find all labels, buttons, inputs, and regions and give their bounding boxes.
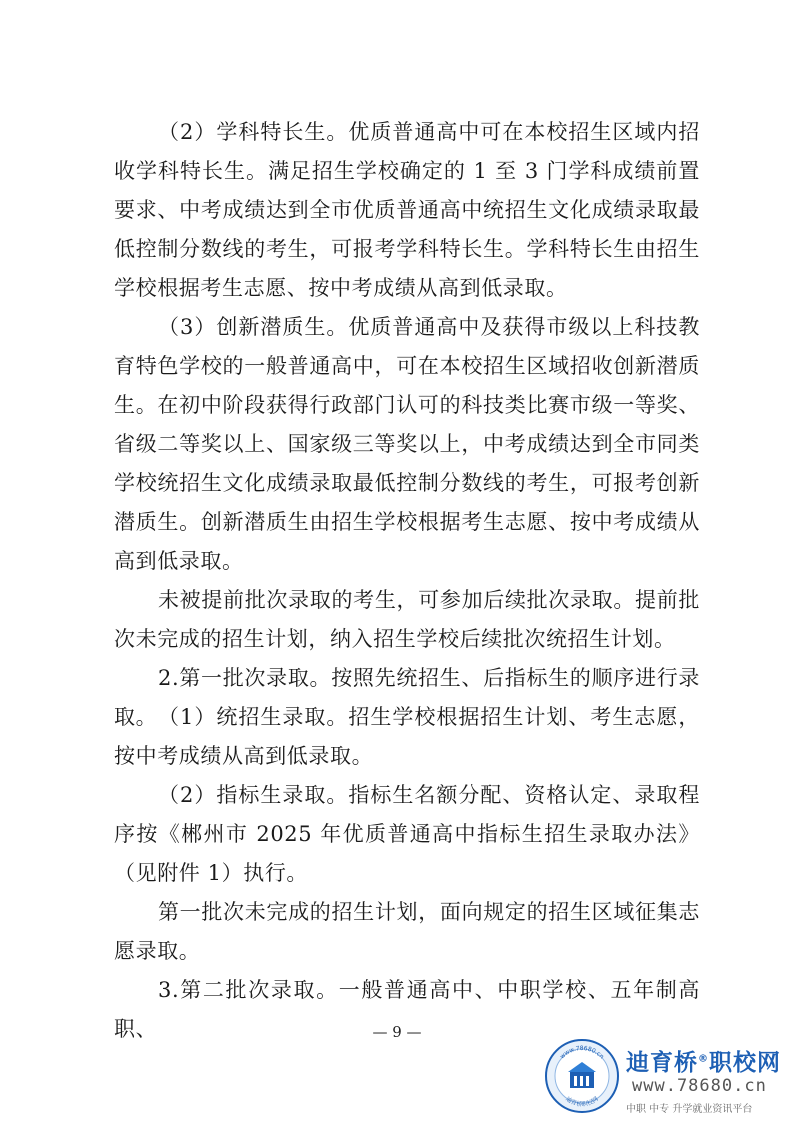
watermark bbox=[540, 1036, 794, 1122]
paragraph-unified-admission: （1）统招生录取。招生学校根据招生计划、考生志愿，按中考成绩从高到低录取。 bbox=[114, 705, 700, 768]
paragraph-second-batch: 3.第二批次录取。一般普通高中、中职学校、五年制高职、 bbox=[114, 978, 700, 1041]
tagline: 中职 中专 升学就业资讯平台 bbox=[626, 1104, 753, 1115]
paragraph-first-batch-remaining: 第一批次未完成的招生计划，面向规定的招生区域征集志愿录取。 bbox=[114, 900, 700, 963]
brand-name: 迪育桥®职校网 bbox=[626, 1050, 781, 1076]
paragraph-subject-specialty: （2）学科特长生。优质普通高中可在本校招生区域内招收学科特长生。满足招生学校确定的 1 至 3 门学科成绩前置要求、中考成绩达到全市优质普通高中统招生文化成绩录取最低控制分数线的考生，可报考学科特长生。学科特长生由招生学校根据考生志愿、按中考成绩从高到低录取。 bbox=[114, 120, 700, 300]
site-url: www.78680.cn bbox=[632, 1076, 767, 1096]
page-number: — 9 — bbox=[372, 1023, 422, 1041]
logo-bottom-text: 迪育桥职校网 bbox=[564, 1095, 600, 1109]
paragraph-unadmitted-candidates: 未被提前批次录取的考生，可参加后续批次录取。提前批次未完成的招生计划，纳入招生学校后续批次统招生计划。 bbox=[114, 588, 700, 651]
school-logo-icon bbox=[544, 1038, 620, 1114]
paragraph-first-batch: 2.第一批次录取。按照先统招生、后指标生的顺序进行录取。 bbox=[114, 666, 700, 729]
paragraph-innovation-potential: （3）创新潜质生。优质普通高中及获得市级以上科技教育特色学校的一般普通高中，可在本校招生区域招收创新潜质生。在初中阶段获得行政部门认可的科技类比赛市级一等奖、省级二等奖以上、国家级三等奖以上，中考成绩达到全市同类学校统招生文化成绩录取最低控制分数线的考生，可报考创新潜质生。创新潜质生由招生学校根据考生志愿、按中考成绩从高到低录取。 bbox=[114, 315, 700, 573]
paragraph-quota-admission: （2）指标生录取。指标生名额分配、资格认定、录取程序按《郴州市 2025 年优质普通高中指标生招生录取办法》（见附件 1）执行。 bbox=[114, 783, 700, 885]
logo-top-text: www.78680.cn bbox=[558, 1044, 606, 1061]
